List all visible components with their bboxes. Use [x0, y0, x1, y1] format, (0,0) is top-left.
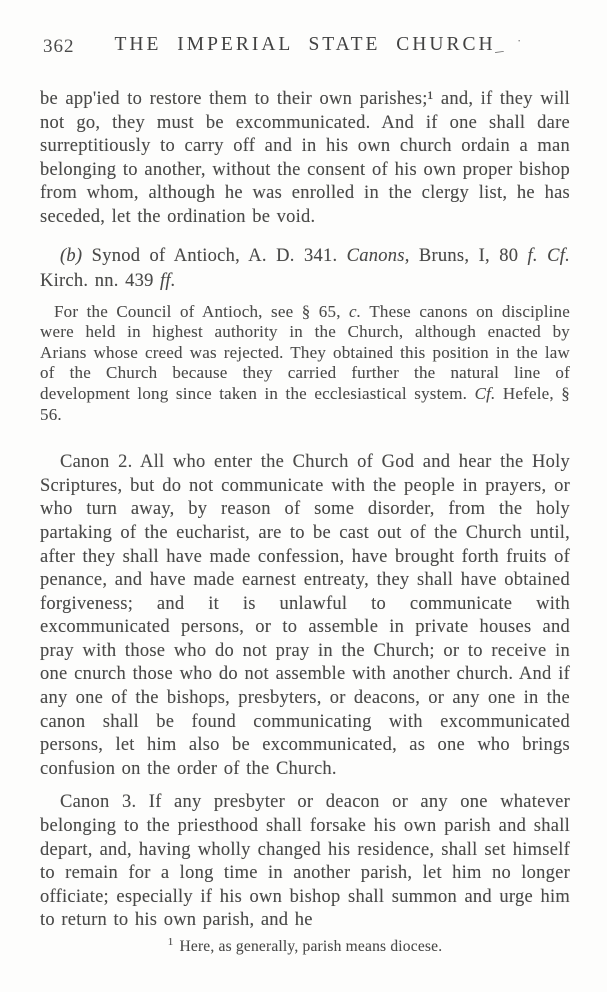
canon-2-paragraph: Canon 2. All who enter the Church of God and hear the Holy Scriptures, but do not communicate with the people in prayers, or who turn away, by reason of some disorder, from the holy partaking of the eucharist, are to be cast out of the Church until, after they shall have made confession, have brought forth fruits of penance, and have made earnest entreaty, they shall have obtained forgiveness; and it is unlawful to communicate with excommunicated persons, or to assemble in private houses and pray with those who do not pray in the Church; or to receive in one cnurch those who do not assemble with another church. And if any one of the bishops, presbyters, or deacons, or any one in the canon shall be found communicating with excommunicated persons, let him also be excommunicated, as one who brings confusion on the order of the Church.: [40, 452, 570, 779]
page-number: 362: [43, 36, 75, 57]
continuation-paragraph: be app'ied to restore them to their own parishes;¹ and, if they will not go, they must be excommunicated. And if one shall dare surreptitiously to carry off and in his own church ordain a man belonging to another, without the consent of his own proper bishop from whom, although he was enrolled in the clergy list, he has seceded, let the ordination be void.: [40, 89, 570, 227]
note-text: These canons on discipline were held in highest authority in the Church, although enacted by Arians whose creed was rejected. They obtained this position in the law of the Church because they carried further the natural line of development long since taken in the ecclesiastical system.: [40, 301, 571, 403]
footnote-marker: 1: [167, 935, 174, 948]
heading-canons-italic: Canons: [346, 245, 405, 266]
footnote: [40, 935, 570, 956]
heading-text: Synod of Antioch, A. D. 341.: [82, 245, 347, 266]
heading-ff-italic: ff.: [160, 271, 176, 292]
note-text: For the Council of Antioch, see § 65,: [54, 301, 350, 321]
heading-text: Kirch. nn. 439: [40, 271, 161, 292]
footnote-text: Here, as generally, parish means diocese.: [175, 938, 443, 955]
pencil-mark-dot: ·: [517, 33, 522, 48]
heading-text: , Bruns, I, 80: [404, 245, 528, 266]
note-text: Hefele, § 56.: [40, 383, 570, 424]
pencil-mark-dash: –: [493, 40, 505, 61]
canon-3-paragraph: Canon 3. If any presbyter or deacon or any one whatever belonging to the priesthood shall forsake his own parish and shall depart, and, having wholly changed his residence, shall set himself to remain for a long time in another parish, let him no longer officiate; especially if his own bishop shall summon and urge him to return to his own parish, and he: [40, 792, 570, 931]
running-title: THE IMPERIAL STATE CHURCH: [114, 34, 496, 55]
heading-f-italic: f.: [527, 245, 548, 266]
section-heading-synod-of-antioch: [40, 244, 570, 295]
note-c-italic: c.: [349, 301, 362, 321]
editorial-note: [40, 302, 570, 426]
note-cf-italic: Cf.: [474, 383, 496, 403]
heading-item-label: (b): [60, 245, 83, 266]
running-head: [40, 34, 570, 60]
heading-cf-italic: Cf.: [547, 245, 570, 266]
